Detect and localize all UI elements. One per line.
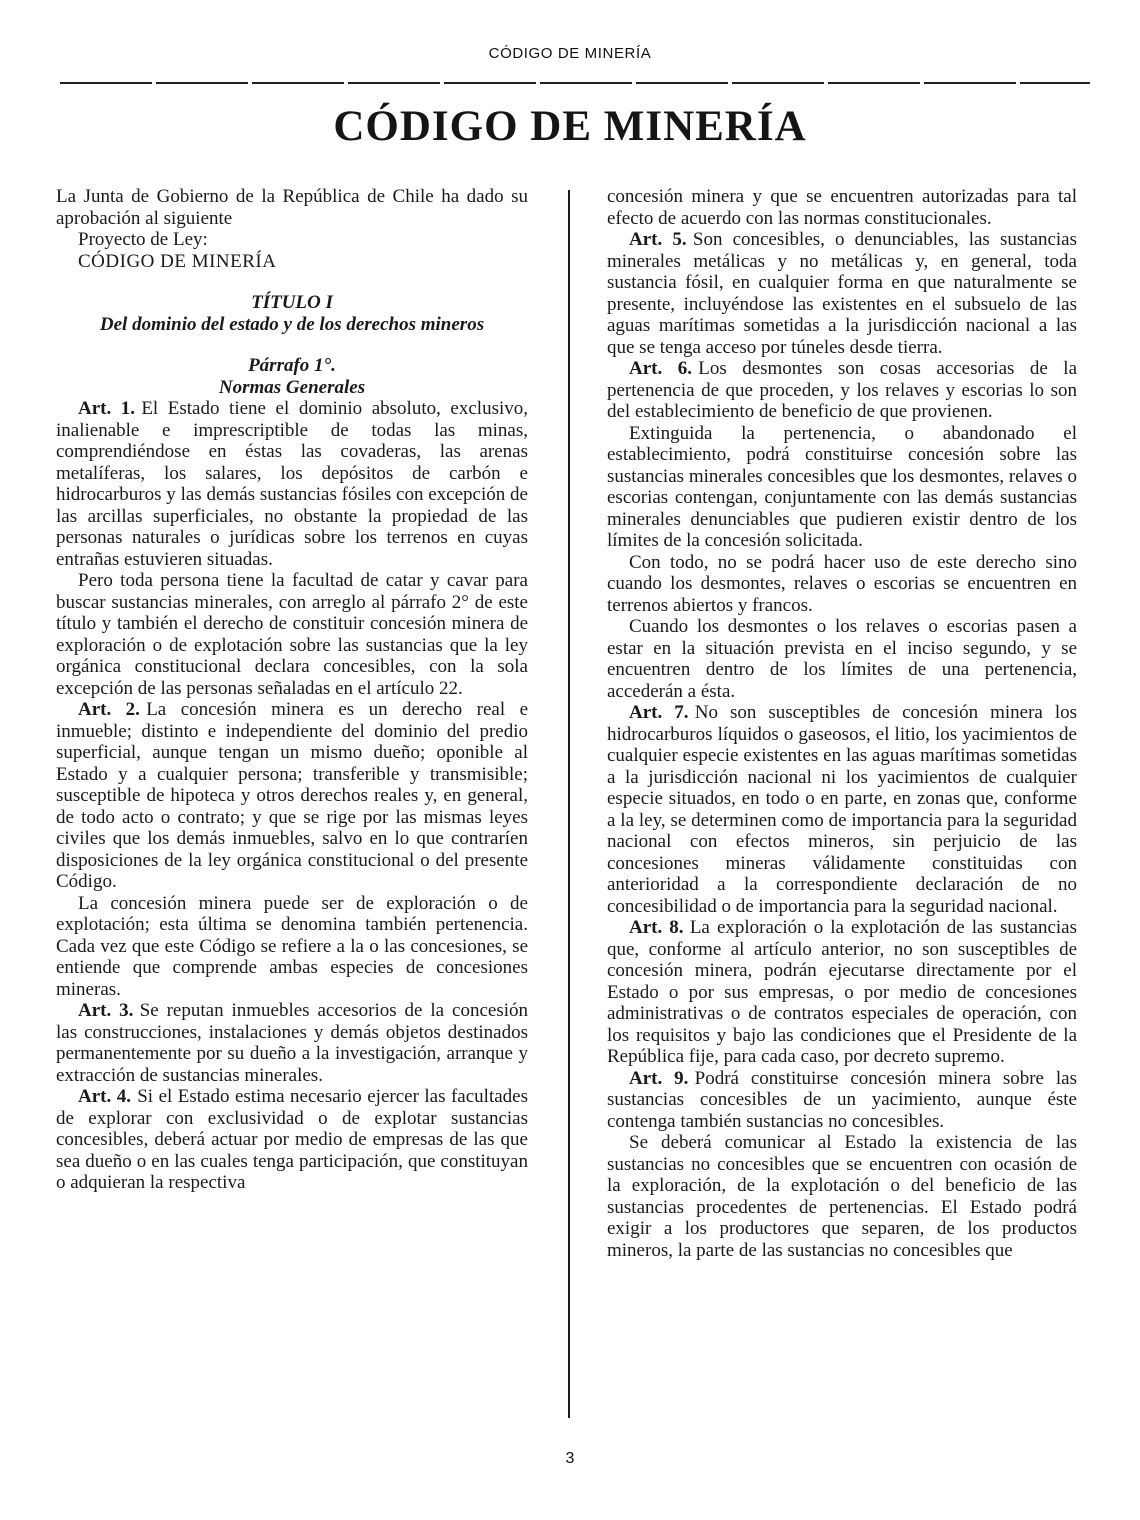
article-3-label: Art. 3. xyxy=(78,1000,134,1021)
article-6-paragraph-1 xyxy=(607,358,1077,423)
right-column xyxy=(607,186,1077,1261)
article-9-paragraph-1 xyxy=(607,1068,1077,1133)
paragraph-heading-line2: Normas Generales xyxy=(218,376,366,398)
article-9-text-1: Podrá constituirse concesión minera sobre las sustancias concesibles de un yacimiento, aunque éste contenga también sustancias no concesibles. xyxy=(607,1067,1077,1132)
article-1-label: Art. 1. xyxy=(78,398,136,419)
article-6-label: Art. 6. xyxy=(629,358,692,379)
article-4-continuation: concesión minera y que se encuentren autorizadas para tal efecto de acuerdo con las normas constitucionales. xyxy=(607,186,1077,229)
code-name: CÓDIGO DE MINERÍA xyxy=(78,250,277,272)
article-2-text-1: La concesión minera es un derecho real e inmueble; distinto e independiente del dominio del predio superficial, aunque tengan un mismo dueño; oponible al Estado y a cualquier persona; transferible y transmisible; susceptible de hipoteca y otros derechos reales y, en general, de todo acto o contrato; y que se rige por las mismas leyes civiles que los demás inmuebles, salvo en lo que contraríen disposiciones de la ley orgánica constitucional o del presente Código. xyxy=(56,699,528,892)
article-6-paragraph-2: Extinguida la pertenencia, o abandonado el establecimiento, podrá constituirse concesión sobre las sustancias minerales concesibles que los desmontes, relaves o escorias contengan, conjuntamente con las demás sustancias minerales denunciables que pudieren existir dentro de los límites de la concesión solicitada. xyxy=(607,422,1077,551)
project-label: Proyecto de Ley: xyxy=(78,229,208,250)
intro-paragraph: La Junta de Gobierno de la República de Chile ha dado su aprobación al siguiente xyxy=(56,186,528,229)
title-heading-line1: TÍTULO I xyxy=(251,292,333,313)
paragraph-heading xyxy=(56,355,528,398)
article-5-label: Art. 5. xyxy=(629,229,687,250)
article-7-paragraph-1 xyxy=(607,702,1077,917)
page-number: 3 xyxy=(565,1450,575,1467)
article-5-paragraph-1 xyxy=(607,229,1077,358)
article-1-text-1: El Estado tiene el dominio absoluto, exclusivo, inalienable e imprescriptible de todas las minas, comprendiéndose en éstas las covaderas, las arenas metalíferas, los salares, los depósitos de carbón e hidrocarburos y las demás sustancias fósiles con excepción de las arcillas superficiales, no obstante la propiedad de las personas naturales o jurídicas sobre los terrenos en cuyas entrañas estuvieren situadas. xyxy=(56,398,529,570)
article-9-paragraph-2: Se deberá comunicar al Estado la existencia de las sustancias no concesibles que se encuentren con ocasión de la exploración, de la explotación o del beneficio de las sustancias procedentes de pertenencias. El Estado podrá exigir a los productores que separen, de los productos mineros, la parte de las sustancias no concesibles que xyxy=(607,1132,1077,1261)
article-2-label: Art. 2. xyxy=(78,699,140,720)
article-4-paragraph-1 xyxy=(56,1086,528,1194)
article-8-text-1: La exploración o la explotación de las sustancias que, conforme al artículo anterior, no son susceptibles de concesión minera, podrán ejecutarse directamente por el Estado o por sus empresas, o por medio de concesiones administrativas o de contratos especiales de operación, con los requisitos y bajo las condiciones que el Presidente de la República fije, para cada caso, por decreto supremo. xyxy=(607,917,1077,1067)
article-6-paragraph-4: Cuando los desmontes o los relaves o escorias pasen a estar en la situación prevista en el inciso segundo, y se encuentren dentro de los límites de una pertenencia, accederán a ésta. xyxy=(607,616,1077,702)
article-3-paragraph-1 xyxy=(56,1000,528,1086)
article-3-text-1: Se reputan inmuebles accesorios de la concesión las construcciones, instalaciones y demás objetos destinados permanentemente por su dueño a la investigación, arranque y extracción de sustancias minerales. xyxy=(56,1000,529,1086)
article-9-label: Art. 9. xyxy=(629,1067,689,1089)
article-6-paragraph-3: Con todo, no se podrá hacer uso de este derecho sino cuando los desmontes, relaves o escorias se encuentren en terrenos abiertos y francos. xyxy=(607,551,1077,616)
article-7-text-1: No son susceptibles de concesión minera los hidrocarburos líquidos o gaseosos, el litio, los yacimientos de cualquier especie existentes en las aguas marítimas sometidas a la jurisdicción nacional ni los yacimientos de cualquier especie situados, en todo o en parte, en zonas que, conforme a la ley, se determinen como de importancia para la seguridad nacional con efectos mineros, sin perjuicio de las concesiones mineras válidamente constituidas con anterioridad a la correspondiente declaración de no concesibilidad o de importancia para la seguridad nacional. xyxy=(607,702,1077,917)
article-1-paragraph-1 xyxy=(56,398,528,570)
header-rule xyxy=(60,82,1090,84)
page-title: CÓDIGO DE MINERÍA xyxy=(333,103,807,150)
article-2-paragraph-2: La concesión minera puede ser de exploración o de explotación; esta última se denomina también pertenencia. Cada vez que este Código se refiere a la o las concesiones, se entiende que comprende ambas especies de concesiones mineras. xyxy=(56,892,528,1000)
article-6-text-1: Los desmontes son cosas accesorias de la pertenencia de que proceden, y los relaves y escorias lo son del establecimiento de beneficio de que provienen. xyxy=(607,358,1077,422)
article-4-text-1: Si el Estado estima necesario ejercer las facultades de explorar con exclusividad o de explotar sustancias concesibles, deberá actuar por medio de empresas de las que sea dueño o en las cuales tenga participación, que constituyan o adquieran la respectiva xyxy=(56,1086,528,1193)
title-heading-line2: Del dominio del estado y de los derechos mineros xyxy=(99,313,485,335)
article-4-label: Art. 4. xyxy=(78,1086,131,1107)
article-2-paragraph-1 xyxy=(56,699,528,893)
title-heading xyxy=(56,292,528,335)
running-header: CÓDIGO DE MINERÍA xyxy=(488,45,652,62)
paragraph-heading-line1: Párrafo 1°. xyxy=(248,355,336,376)
article-5-text-1: Son concesibles, o denunciables, las sustancias minerales metálicas y no metálicas y, en general, toda sustancia fósil, en cualquier forma en que naturalmente se presente, incluyéndose las existentes en el subsuelo de las aguas marítimas sometidas a la jurisdicción nacional a las que se tenga acceso por túneles desde tierra. xyxy=(607,229,1077,358)
article-1-paragraph-2: Pero toda persona tiene la facultad de catar y cavar para buscar sustancias minerales, con arreglo al párrafo 2° de este título y también el derecho de constituir concesión minera de exploración o de explotación sobre las sustancias que la ley orgánica constitucional declara concesibles, con la sola excepción de las personas señaladas en el artículo 22. xyxy=(56,570,528,699)
left-column xyxy=(56,186,528,1261)
article-7-label: Art. 7. xyxy=(629,702,689,723)
article-8-paragraph-1 xyxy=(607,917,1077,1068)
text-columns xyxy=(56,186,1077,1261)
article-8-label: Art. 8. xyxy=(629,917,684,938)
